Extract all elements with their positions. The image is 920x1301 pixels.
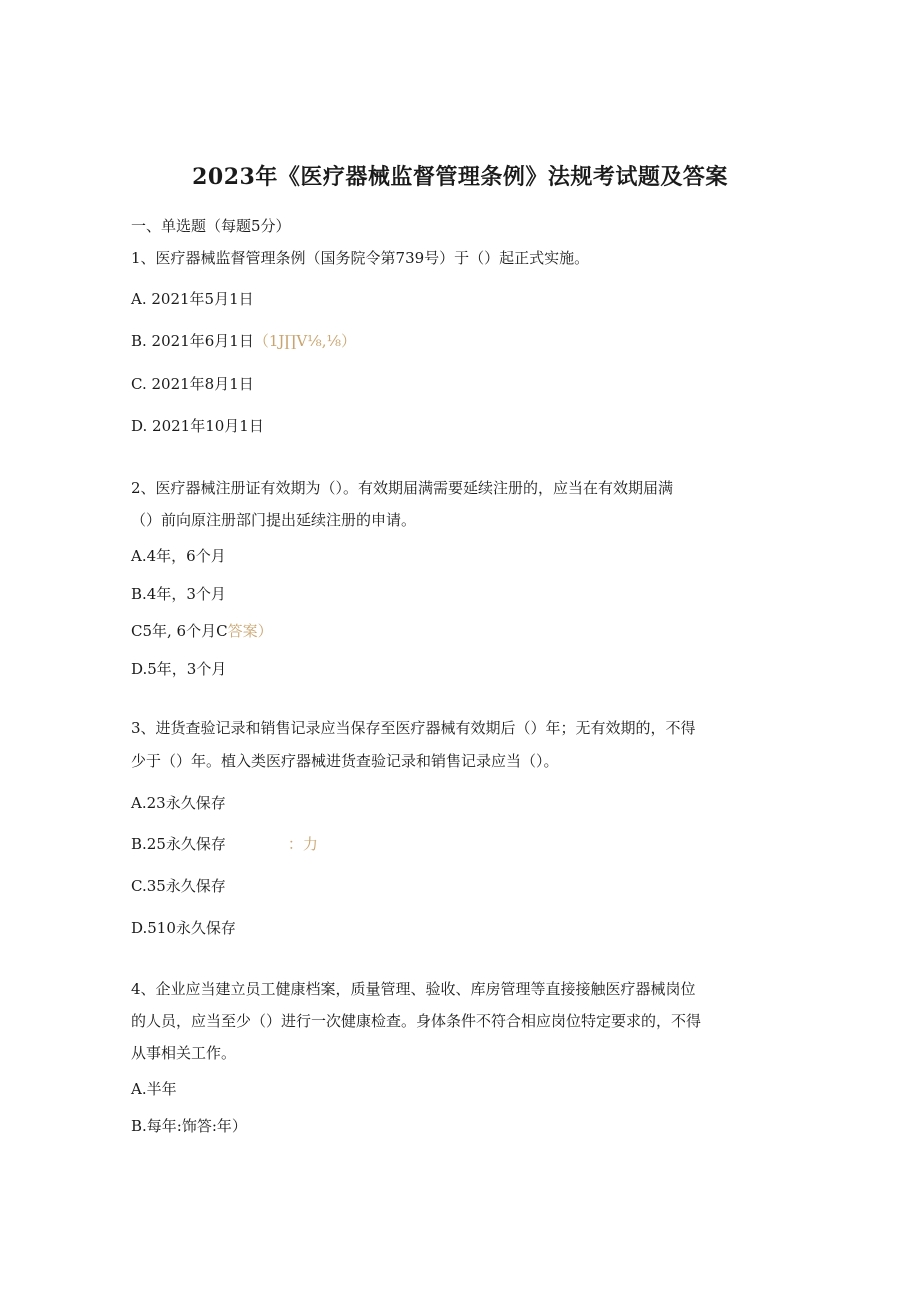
question-3-option-c: C.35永久保存 bbox=[131, 877, 226, 895]
question-4-option-b: B.每年:饰答:年） bbox=[131, 1117, 247, 1135]
question-3-option-b bbox=[131, 834, 318, 854]
question-3-option-a: A.23永久保存 bbox=[131, 794, 226, 812]
answer-note: （1J∏V⅛,⅛） bbox=[253, 332, 357, 350]
question-2-option-c bbox=[131, 621, 273, 641]
page-title: 2023年《医疗器械监督管理条例》法规考试题及答案 bbox=[192, 164, 728, 190]
question-1-stem: 1、医疗器械监督管理条例（国务院令第739号）于（）起正式实施。 bbox=[131, 249, 590, 267]
question-4-stem-line-1: 4、企业应当建立员工健康档案，质量管理、验收、库房管理等直接接触医疗器械岗位 bbox=[131, 980, 696, 998]
question-3-stem-line-2: 少于（）年。植入类医疗器械进货查验记录和销售记录应当（）。 bbox=[131, 752, 559, 770]
question-4-stem-line-3: 从事相关工作。 bbox=[131, 1044, 237, 1062]
question-1-option-b bbox=[131, 331, 356, 351]
question-1-option-d: D. 2021年10月1日 bbox=[131, 417, 264, 435]
question-2-stem-line-2: （）前向原注册部门提出延续注册的申请。 bbox=[131, 511, 417, 529]
question-2-option-b: B.4年，3个月 bbox=[131, 585, 226, 603]
question-3-stem-line-1: 3、进货查验记录和销售记录应当保存至医疗器械有效期后（）年；无有效期的，不得 bbox=[131, 719, 696, 737]
question-3-option-d: D.510永久保存 bbox=[131, 919, 236, 937]
question-2-stem-line-1: 2、医疗器械注册证有效期为（）。有效期届满需要延续注册的，应当在有效期届满 bbox=[131, 479, 674, 497]
question-1-option-c: C. 2021年8月1日 bbox=[131, 375, 254, 393]
section-heading: 一、单选题（每题5分） bbox=[131, 217, 291, 235]
question-2-option-d: D.5年，3个月 bbox=[131, 660, 227, 678]
option-text: B. 2021年6月1日 bbox=[131, 332, 254, 350]
answer-note: 答案） bbox=[227, 622, 273, 640]
question-2-option-a: A.4年，6个月 bbox=[131, 547, 226, 565]
answer-note: ：力 bbox=[287, 835, 318, 853]
option-text: B.25永久保存 bbox=[131, 835, 226, 853]
question-4-option-a: A.半年 bbox=[131, 1080, 177, 1098]
question-1-option-a: A. 2021年5月1日 bbox=[131, 290, 254, 308]
question-4-stem-line-2: 的人员，应当至少（）进行一次健康检查。身体条件不符合相应岗位特定要求的，不得 bbox=[131, 1012, 702, 1030]
option-text: C5年, 6个月C bbox=[131, 622, 228, 640]
